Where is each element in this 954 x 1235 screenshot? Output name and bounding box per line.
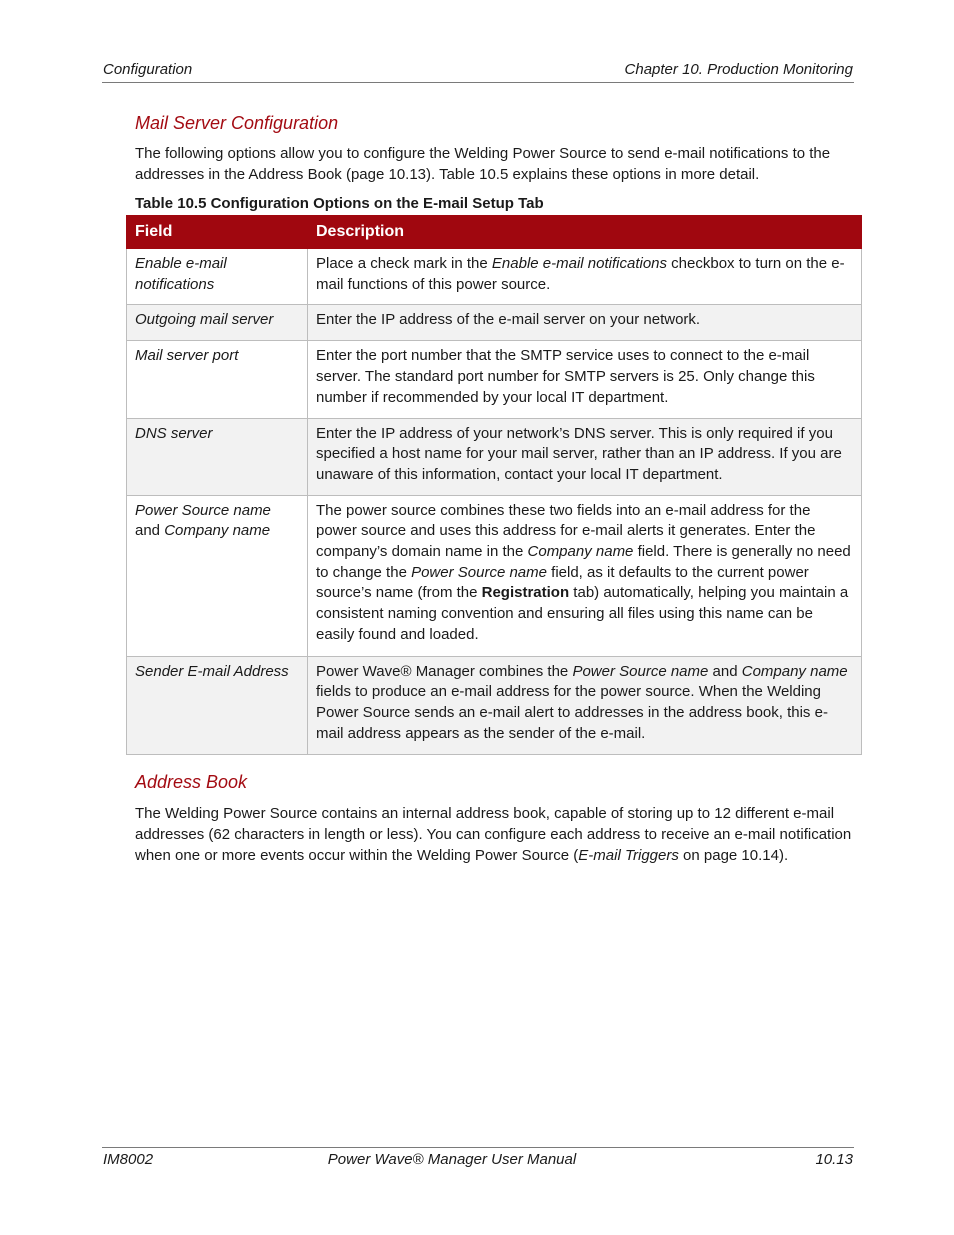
section-heading-address-book: Address Book bbox=[135, 772, 248, 792]
header-chapter-label: Chapter 10. Production Monitoring bbox=[624, 61, 853, 78]
table-row bbox=[127, 418, 862, 495]
section-heading-mail-server: Mail Server Configuration bbox=[135, 113, 339, 133]
footer-manual-title: Power Wave® Manager User Manual bbox=[327, 1151, 577, 1168]
description-cell: The power source combines these two fields into an e-mail address for the power source and uses this address for e-mail alerts it generates. Enter the company’s domain name in the Company name field. There is generally no need to change the Power Source name field, as it defaults to the current power source’s name (from the Registration tab) automatically, helping you maintain a consistent naming convention and ensuring all files using this name can be easily found and loaded. bbox=[308, 495, 862, 656]
description-cell: Enter the IP address of your network’s DNS server. This is only required if you specified a host name for your mail server, rather than an IP address. If you are unaware of this information, contact your local IT department. bbox=[308, 418, 862, 495]
table-header-row bbox=[127, 216, 862, 249]
table-row bbox=[127, 656, 862, 754]
description-cell: Place a check mark in the Enable e-mail notifications checkbox to turn on the e-mail functions of this power source. bbox=[308, 249, 862, 305]
header-section-label: Configuration bbox=[103, 61, 193, 78]
table-caption: Table 10.5 Configuration Options on the E-mail Setup Tab bbox=[135, 195, 544, 212]
page-header bbox=[102, 61, 854, 83]
table-row bbox=[127, 249, 862, 305]
field-cell: Sender E-mail Address bbox=[127, 656, 308, 754]
page-footer bbox=[102, 1147, 854, 1173]
field-cell: DNS server bbox=[127, 418, 308, 495]
address-book-paragraph: The Welding Power Source contains an internal address book, capable of storing up to 12 different e-mail addresses (62 characters in length or less). You can configure each address to receive an e-mail notification when one or more events occur within the Welding Power Source (E-mail Triggers on page 10.14). bbox=[135, 805, 852, 864]
field-cell: Outgoing mail server bbox=[127, 305, 308, 341]
description-cell: Enter the IP address of the e-mail server on your network. bbox=[308, 305, 862, 341]
field-cell: Enable e-mail notifications bbox=[127, 249, 308, 305]
description-cell: Enter the port number that the SMTP service uses to connect to the e-mail server. The standard port number for SMTP servers is 25. Only change this number if recommended by your local IT department. bbox=[308, 341, 862, 418]
field-cell: Mail server port bbox=[127, 341, 308, 418]
column-header-field: Field bbox=[127, 216, 308, 249]
table-row bbox=[127, 305, 862, 341]
field-cell: Power Source name and Company name bbox=[127, 495, 308, 656]
column-header-description: Description bbox=[308, 216, 862, 249]
table-row bbox=[127, 341, 862, 418]
intro-paragraph: The following options allow you to configure the Welding Power Source to send e-mail notifications to the addresses in the Address Book (page 10.13). Table 10.5 explains these options in more detail. bbox=[135, 145, 831, 183]
description-cell: Power Wave® Manager combines the Power Source name and Company name fields to produce an e-mail address for the power source. When the Welding Power Source sends an e-mail alert to addresses in the address book, this e-mail address appears as the sender of the e-mail. bbox=[308, 656, 862, 754]
footer-doc-id: IM8002 bbox=[103, 1151, 154, 1168]
email-setup-options-table bbox=[126, 215, 862, 755]
table-row bbox=[127, 495, 862, 656]
footer-page-number: 10.13 bbox=[815, 1151, 853, 1168]
